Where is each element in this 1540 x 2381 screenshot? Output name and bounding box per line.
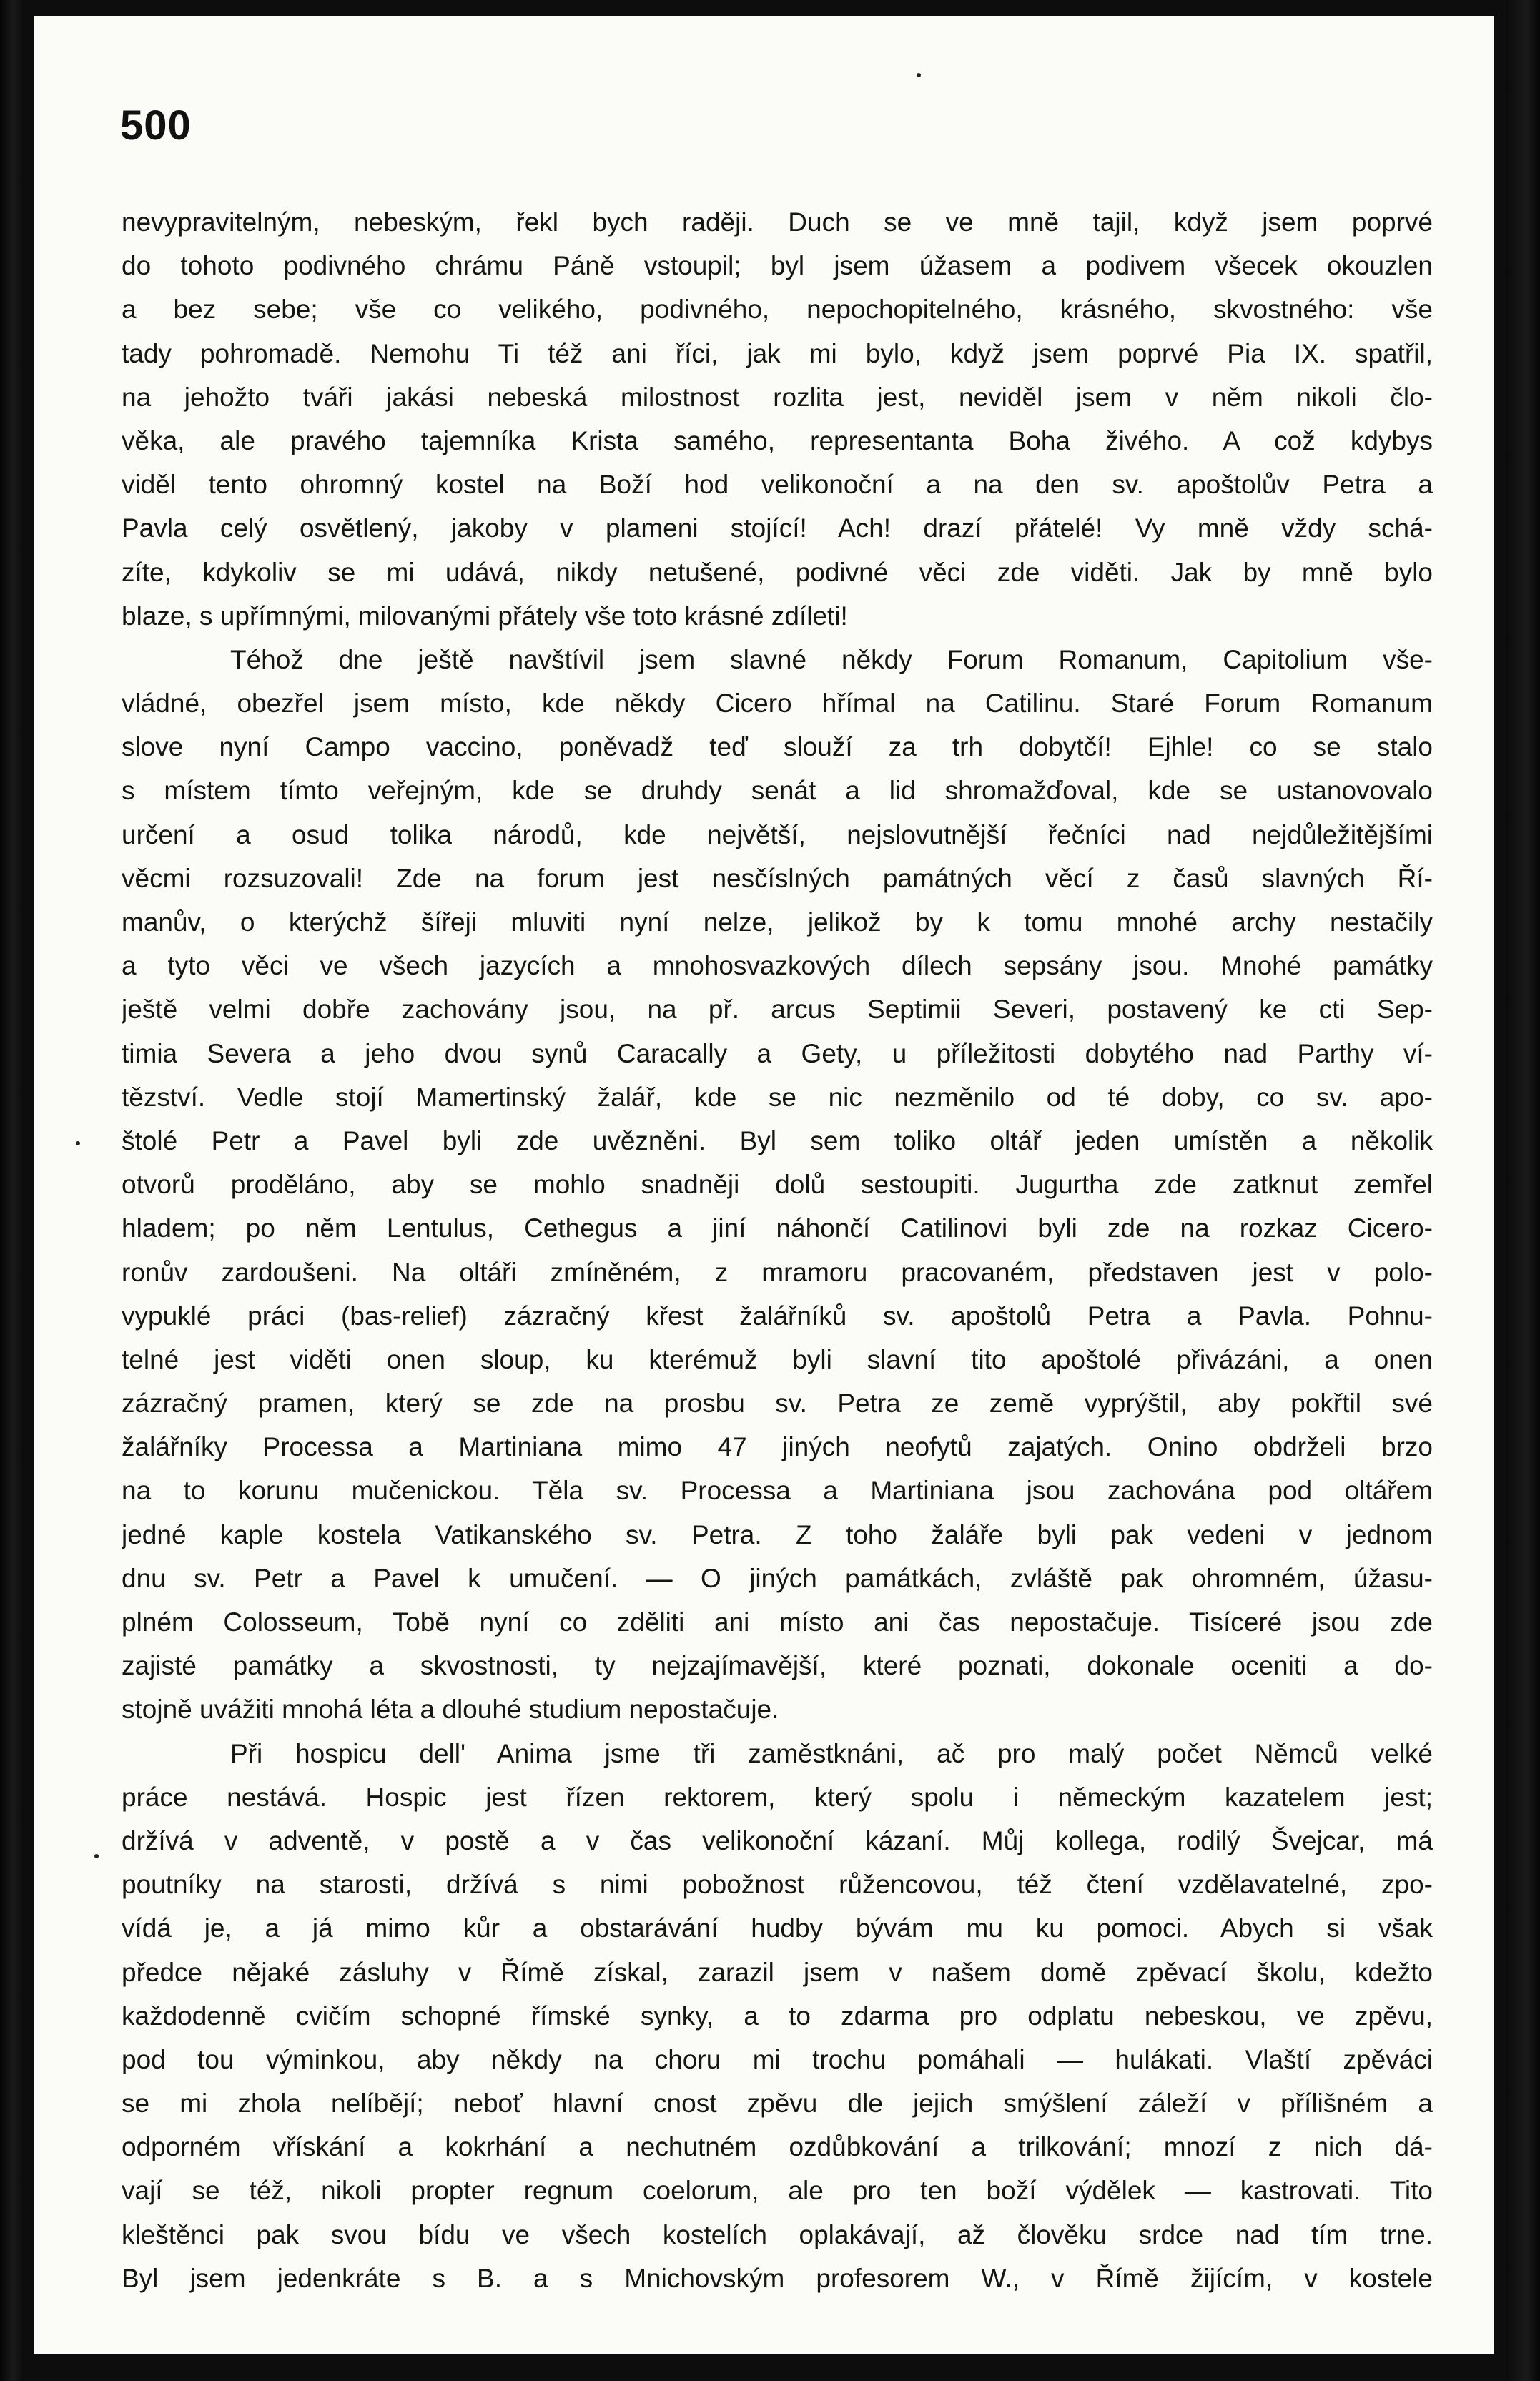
scan-edge-right bbox=[1506, 0, 1540, 2381]
text-line: stojně uvážiti mnohá léta a dlouhé studium nepostačuje. bbox=[122, 1695, 779, 1725]
text-line: vypuklé práci (bas-relief) zázračný křest žalářníků sv. apoštolů Petra a Pavla. Pohnu- bbox=[122, 1301, 1433, 1331]
text-line: Pavla celý osvětlený, jakoby v plameni stojící! Ach! drazí přátelé! Vy mně vždy schá- bbox=[122, 513, 1433, 543]
text-line: zajisté památky a skvostnosti, ty nejzajímavější, které poznati, dokonale oceniti a do- bbox=[122, 1651, 1433, 1681]
text-line: otvorů proděláno, aby se mohlo snadněji dolů sestoupiti. Jugurtha zde zatknut zemřel bbox=[122, 1170, 1433, 1200]
text-line: vídá je, a já mimo kůr a obstarávání hudby bývám mu ku pomoci. Abych si však bbox=[122, 1913, 1433, 1943]
text-line: timia Severa a jeho dvou synů Caracally a Gety, u příležitosti dobytého nad Parthy ví- bbox=[122, 1038, 1433, 1068]
text-line: ještě velmi dobře zachovány jsou, na př. arcus Septimii Severi, postavený ke cti Sep- bbox=[122, 995, 1433, 1025]
text-line: tězství. Vedle stojí Mamertinský žalář, kde se nic nezměnilo od té doby, co sv. apo- bbox=[122, 1082, 1433, 1112]
stray-ink-dot bbox=[76, 1141, 80, 1145]
text-line: určení a osud tolika národů, kde největší, nejslovutnější řečníci nad nejdůležitějšími bbox=[122, 819, 1433, 849]
text-line: hladem; po něm Lentulus, Cethegus a jiní náhončí Catilinovi byli zde na rozkaz Cicero- bbox=[122, 1213, 1433, 1243]
text-line: plném Colosseum, Tobě nyní co zděliti ani místo ani čas nepostačuje. Tisíceré jsou zde bbox=[122, 1607, 1433, 1637]
text-line: do tohoto podivného chrámu Páně vstoupil; byl jsem úžasem a podivem všecek okouzlen bbox=[122, 251, 1433, 281]
text-line: na jehožto tváři jakási nebeská milostnost rozlita jest, neviděl jsem v něm nikoli člo- bbox=[122, 382, 1433, 412]
body-text bbox=[122, 200, 1433, 2300]
text-line: viděl tento ohromný kostel na Boží hod velikonoční a na den sv. apoštolův Petra a bbox=[122, 470, 1433, 500]
text-line: Byl jsem jedenkráte s B. a s Mnichovským profesorem W., v Římě žijícím, v kostele bbox=[122, 2263, 1433, 2293]
text-line: nevypravitelným, nebeským, řekl bych raději. Duch se ve mně tajil, když jsem poprvé bbox=[122, 207, 1433, 237]
stray-ink-dot bbox=[917, 73, 921, 77]
text-line: předce nějaké zásluhy v Římě získal, zarazil jsem v našem domě zpěvací školu, kdežto bbox=[122, 1957, 1433, 1987]
text-line: vají se též, nikoli propter regnum coelorum, ale pro ten boží výdělek — kastrovati. Tito bbox=[122, 2176, 1433, 2206]
text-line: jedné kaple kostela Vatikanského sv. Petra. Z toho žaláře byli pak vedeni v jednom bbox=[122, 1519, 1433, 1549]
text-line: poutníky na starosti, držívá s nimi pobožnost růžencovou, též čtení vzdělavatelné, zpo- bbox=[122, 1870, 1433, 1900]
text-line: vládné, obezřel jsem místo, kde někdy Cicero hřímal na Catilinu. Staré Forum Romanum bbox=[122, 689, 1433, 719]
text-line: zíte, kdykoliv se mi udává, nikdy netušené, podivné věci zde viděti. Jak by mně bylo bbox=[122, 557, 1433, 587]
text-line: se mi zhola nelíbějí; neboť hlavní cnost zpěvu dle jejich smýšlení záleží v přílišném a bbox=[122, 2089, 1433, 2119]
text-line: blaze, s upřímnými, milovanými přátely vše toto krásné zdíleti! bbox=[122, 601, 848, 631]
scan-edge-left bbox=[0, 0, 24, 2381]
text-line: odporném vřískání a kokrhání a nechutném ozdůbkování a trilkování; mnozí z nich dá- bbox=[122, 2132, 1433, 2162]
text-line: a bez sebe; vše co velikého, podivného, nepochopitelného, krásného, skvostného: vše bbox=[122, 295, 1433, 325]
text-line: pod tou výminkou, aby někdy na choru mi trochu pomáhali — hulákati. Vlaští zpěváci bbox=[122, 2044, 1433, 2074]
text-line: Při hospicu dell' Anima jsme tři zaměstknáni, ač pro malý počet Němců velké bbox=[230, 1738, 1433, 1768]
text-line: každodenně cvičím schopné římské synky, a to zdarma pro odplatu nebeskou, ve zpěvu, bbox=[122, 2001, 1433, 2031]
stray-ink-dot bbox=[94, 1854, 99, 1858]
text-line: slove nyní Campo vaccino, poněvadž teď slouží za trh dobytčí! Ejhle! co se stalo bbox=[122, 732, 1433, 762]
text-line: věcmi rozsuzovali! Zde na forum jest nesčíslných památných věcí z časů slavných Ří- bbox=[122, 863, 1433, 893]
text-line: zázračný pramen, který se zde na prosbu sv. Petra ze země vyprýštil, aby pokřtil své bbox=[122, 1389, 1433, 1419]
text-line: štolé Petr a Pavel byli zde uvězněni. Byl sem toliko oltář jeden umístěn a několik bbox=[122, 1125, 1433, 1155]
text-line: Téhož dne ještě navštívil jsem slavné někdy Forum Romanum, Capitolium vše- bbox=[230, 644, 1433, 674]
text-line: kleštěnci pak svou bídu ve všech kostelích oplakávají, až člověku srdce nad tím trne. bbox=[122, 2219, 1433, 2249]
text-line: s místem tímto veřejným, kde se druhdy senát a lid shromažďoval, kde se ustanovovalo bbox=[122, 776, 1433, 806]
page-number: 500 bbox=[120, 102, 192, 149]
text-line: telné jest viděti onen sloup, ku kterémuž byli slavní tito apoštolé přivázáni, a onen bbox=[122, 1344, 1433, 1374]
text-line: žalářníky Processa a Martiniana mimo 47 jiných neofytů zajatých. Onino obdrželi brzo bbox=[122, 1432, 1433, 1462]
text-line: věka, ale pravého tajemníka Krista samého, representanta Boha živého. A což kdybys bbox=[122, 425, 1433, 455]
text-line: držívá v adventě, v postě a v čas velikonoční kázaní. Můj kollega, rodilý Švejcar, má bbox=[122, 1825, 1433, 1855]
book-page bbox=[34, 16, 1494, 2354]
text-line: tady pohromadě. Nemohu Ti též ani říci, jak mi bylo, když jsem poprvé Pia IX. spatřil, bbox=[122, 338, 1433, 368]
text-line: na to korunu mučenickou. Těla sv. Processa a Martiniana jsou zachována pod oltářem bbox=[122, 1476, 1433, 1506]
text-line: a tyto věci ve všech jazycích a mnohosvazkových dílech sepsány jsou. Mnohé památky bbox=[122, 951, 1433, 981]
text-line: ronův zardoušeni. Na oltáři zmíněném, z mramoru pracovaném, představen jest v polo- bbox=[122, 1257, 1433, 1287]
text-line: práce nestává. Hospic jest řízen rektorem, který spolu i německým kazatelem jest; bbox=[122, 1782, 1433, 1812]
text-line: dnu sv. Petr a Pavel k umučení. — O jiných památkách, zvláště pak ohromném, úžasu- bbox=[122, 1563, 1433, 1593]
text-line: manův, o kterýchž šířeji mluviti nyní nelze, jelikož by k tomu mnohé archy nestačily bbox=[122, 907, 1433, 937]
